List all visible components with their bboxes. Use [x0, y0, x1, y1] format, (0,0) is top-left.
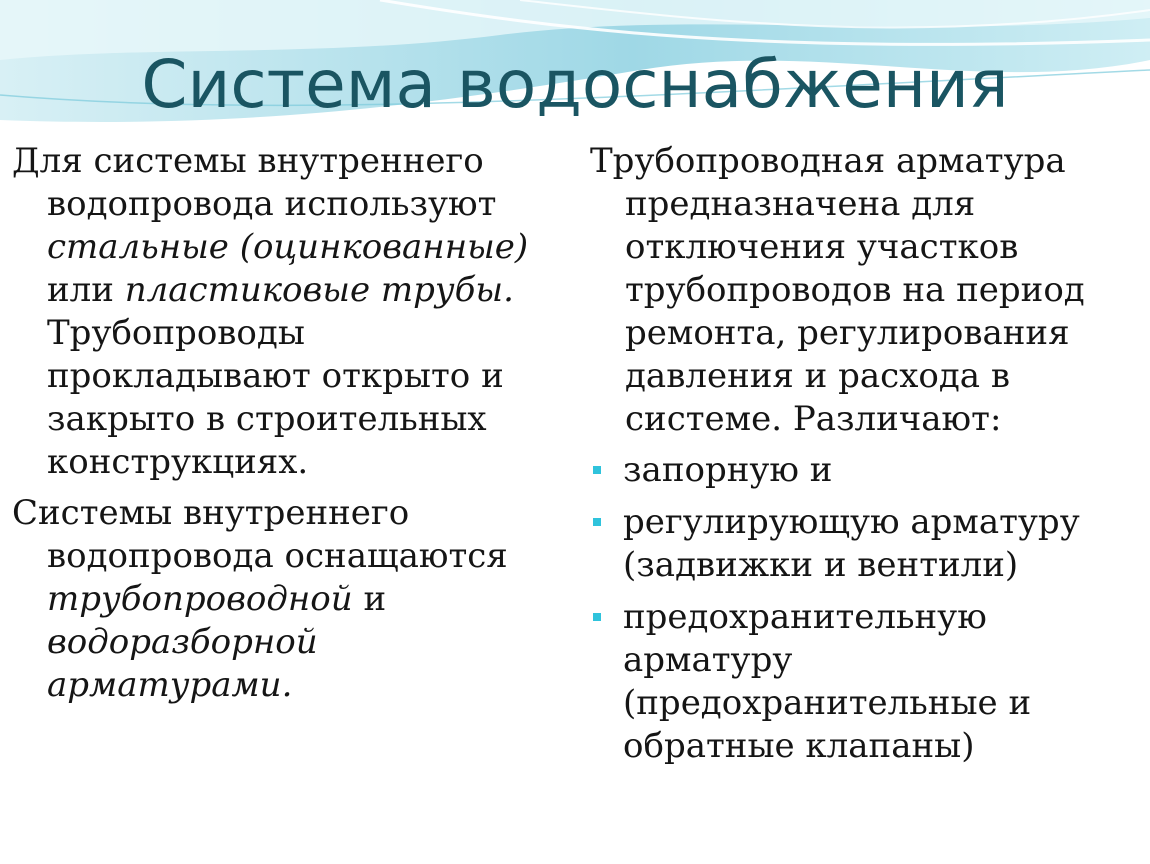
right-intro-paragraph: Трубопроводная арматура предназначена для отключения участков трубопроводов на период ремонта, регулирования давления и расхода в системе. Различают:: [590, 141, 1085, 439]
slide-title: Система водоснабжения: [141, 46, 1009, 123]
left-p2-italic-2: водоразборной арматурами.: [47, 622, 318, 705]
left-paragraph-2: [12, 492, 572, 707]
armature-list: [590, 449, 1140, 768]
square-bullet-icon: [593, 466, 601, 474]
left-p1-italic-1: стальные (оцинкованные): [47, 227, 529, 267]
list-item: [590, 449, 1140, 492]
left-p1-italic-2: пластиковые трубы.: [124, 270, 514, 310]
list-item: [590, 501, 1140, 587]
left-paragraph-1: [12, 140, 572, 484]
left-column: [12, 140, 572, 715]
list-item-text: запорную и: [623, 450, 833, 490]
square-bullet-icon: [593, 518, 601, 526]
left-p2-italic-1: трубопроводной: [47, 579, 353, 619]
left-p1-text-1: Для системы внутреннего водопровода используют: [12, 141, 497, 224]
list-item-text: регулирующую арматуру (задвижки и вентили): [623, 502, 1080, 585]
left-p1-text-3: Трубопроводы прокладывают открыто и закрыто в строительных конструкциях.: [47, 313, 504, 482]
left-p2-text-1: Системы внутреннего водопровода оснащаются: [12, 493, 508, 576]
list-item-text: предохранительную арматуру (предохранительные и обратные клапаны): [623, 597, 1032, 766]
left-p1-text-2: или: [47, 270, 125, 310]
square-bullet-icon: [593, 613, 601, 621]
left-p2-text-2: и: [352, 579, 387, 619]
right-column: [590, 140, 1140, 777]
list-item: [590, 596, 1140, 768]
